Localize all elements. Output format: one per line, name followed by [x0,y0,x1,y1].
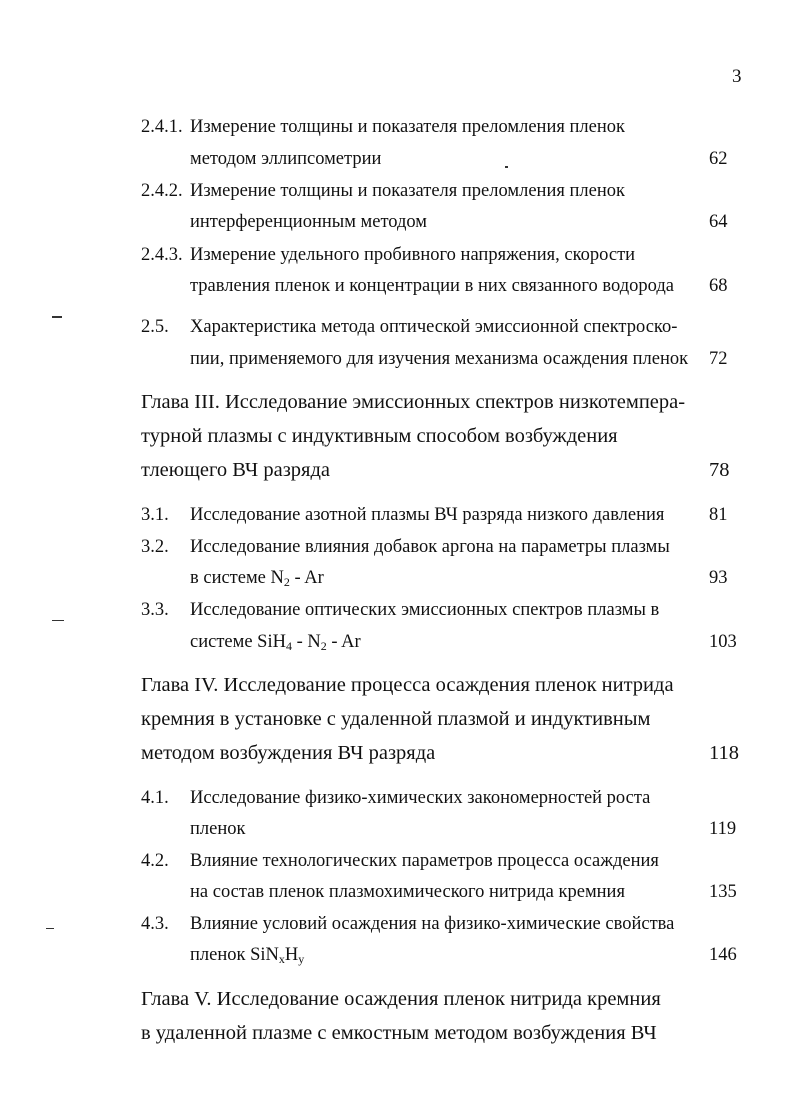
toc-title-line2: на состав пленок плазмохимического нитрида кремния [190,882,625,902]
toc-title-line2: травления пленок и концентрации в них связанного водорода [190,276,674,296]
toc-title-line1: Влияние технологических параметров процесса осаждения [190,851,659,871]
toc-title-line1: Измерение толщины и показателя преломления пленок [190,117,625,137]
toc-page: 135 [709,882,737,902]
chapter-title-line2: турной плазмы с индуктивным способом возбуждения [141,425,618,447]
toc-page: 62 [709,149,728,169]
toc-title-line1: Исследование физико-химических закономерностей роста [190,788,651,808]
toc-number: 2.4.2. [141,181,183,201]
toc-page: 78 [709,459,730,481]
toc-number: 2.4.1. [141,117,183,137]
toc-title-line1: Измерение толщины и показателя преломления пленок [190,181,625,201]
chapter-title-line1: Глава V. Исследование осаждения пленок нитрида кремния [141,988,661,1010]
chapter-title-line3: методом возбуждения ВЧ разряда [141,742,436,764]
scan-mark [52,620,64,621]
toc-number: 3.1. [141,505,169,525]
toc-number: 3.3. [141,600,169,620]
toc-page: 64 [709,212,728,232]
toc-title-line2: пленок $SiN_xH_y$ [190,945,305,966]
toc-title-line1: Исследование оптических эмиссионных спектров плазмы в [190,600,660,620]
toc-number: 4.2. [141,851,169,871]
toc-number: 2.5. [141,317,169,337]
toc-title-line1: Исследование азотной плазмы ВЧ разряда низкого давления [190,505,665,525]
scan-mark [52,316,62,318]
chapter-title-line2: в удаленной плазме с емкостным методом возбуждения ВЧ [141,1022,657,1044]
toc-title-line2: методом эллипсометрии [190,149,382,169]
toc-page: 68 [709,276,728,296]
toc-title-line2: в системе $N_2$ - Ar [190,568,324,589]
toc-number: 2.4.3. [141,245,183,265]
toc-page: 119 [709,819,737,839]
toc-title-line2: системе $SiH_4 - N_2$ - Ar [190,632,361,653]
toc-page: 118 [709,742,739,764]
toc-page: 81 [709,505,728,525]
toc-title-line1: Влияние условий осаждения на физико-химические свойства [190,914,675,934]
toc-page: 93 [709,568,728,588]
toc-title-line1: Измерение удельного пробивного напряжения, скорости [190,245,636,265]
chapter-title-line2: кремния в установке с удаленной плазмой и индуктивным [141,708,651,730]
chapter-title-line1: Глава IV. Исследование процесса осаждения пленок нитрида [141,674,674,696]
toc-page: 72 [709,349,728,369]
page-number: 3 [732,66,742,87]
toc-title-line1: Характеристика метода оптической эмиссионной спектроско- [190,317,678,337]
toc-title-line2: пленок [190,819,246,839]
toc-number: 3.2. [141,537,169,557]
toc-page: 103 [709,632,737,652]
toc-title-line2: интерференционным методом [190,212,428,232]
scan-mark [46,928,54,929]
toc-title-line1: Исследование влияния добавок аргона на параметры плазмы [190,537,670,557]
chapter-title-line3: тлеющего ВЧ разряда [141,459,331,481]
toc-page: 146 [709,945,737,965]
toc-number: 4.1. [141,788,169,808]
toc-title-line2: пии, применяемого для изучения механизма осаждения пленок [190,349,689,369]
scan-mark [505,166,508,168]
chapter-title-line1: Глава III. Исследование эмиссионных спектров низкотемпера- [141,391,686,413]
toc-number: 4.3. [141,914,169,934]
